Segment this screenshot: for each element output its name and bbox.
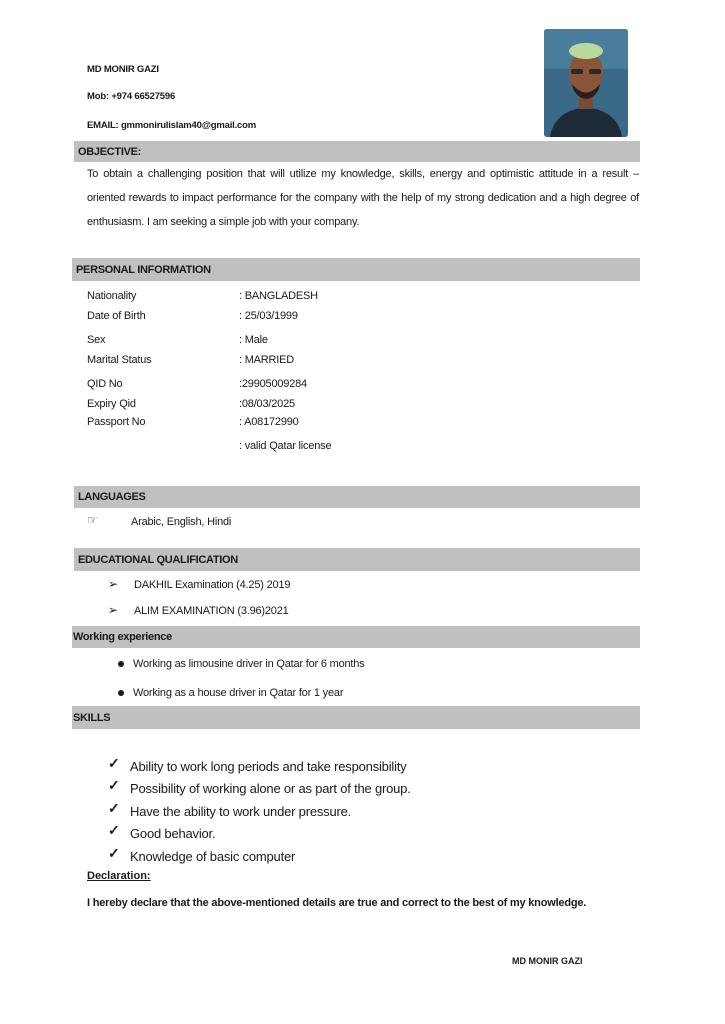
email-address: EMAIL: gmmonirulislam40@gmail.com xyxy=(87,120,256,131)
personal-info-heading: PERSONAL INFORMATION xyxy=(72,258,640,281)
declaration-text: I hereby declare that the above-mentioned details are true and correct to the best of my knowledge. xyxy=(87,897,587,909)
info-label: Passport No xyxy=(87,416,146,428)
arrow-bullet-icon: ➢ xyxy=(108,603,119,617)
checkmark-icon: ✓ xyxy=(108,755,120,771)
info-value: :08/03/2025 xyxy=(239,398,295,410)
skill-item: Knowledge of basic computer xyxy=(130,849,296,864)
info-value: : valid Qatar license xyxy=(239,440,332,452)
info-row-passport-no xyxy=(87,416,299,428)
bullet-icon xyxy=(118,661,124,667)
info-value: : MARRIED xyxy=(239,354,295,366)
info-label xyxy=(87,440,239,452)
checkmark-icon: ✓ xyxy=(108,800,120,816)
info-label: Date of Birth xyxy=(87,310,146,322)
skill-item: Possibility of working alone or as part of the group. xyxy=(130,781,411,796)
info-row-date-of-birth xyxy=(87,310,298,322)
info-value: : Male xyxy=(239,334,268,346)
education-item: ALIM EXAMINATION (3.96)2021 xyxy=(134,605,289,617)
experience-item: Working as limousine driver in Qatar for 6 months xyxy=(133,658,365,670)
info-label: QID No xyxy=(87,378,123,390)
declaration-heading: Declaration: xyxy=(87,870,151,882)
bullet-icon xyxy=(118,690,124,696)
info-value: :29905009284 xyxy=(239,378,307,390)
checkmark-icon: ✓ xyxy=(108,822,120,838)
info-row-marital-status xyxy=(87,354,294,366)
profile-photo xyxy=(544,29,628,137)
experience-heading: Working experience xyxy=(72,626,640,648)
skill-item: Have the ability to work under pressure. xyxy=(130,804,352,819)
info-label: Expiry Qid xyxy=(87,398,136,410)
info-row-nationality xyxy=(87,290,318,302)
info-row-sex xyxy=(87,334,268,346)
info-value: : BANGLADESH xyxy=(239,290,318,302)
info-row-qid-no xyxy=(87,378,307,390)
person-photo-icon xyxy=(544,29,628,137)
checkmark-icon: ✓ xyxy=(108,845,120,861)
skill-item: Good behavior. xyxy=(130,826,216,841)
info-label: Marital Status xyxy=(87,354,152,366)
info-row-license xyxy=(87,440,331,452)
info-label: Sex xyxy=(87,334,106,346)
objective-text: To obtain a challenging position that will utilize my knowledge, skills, energy and optimistic attitude in a result – oriented rewards to impact performance for the company with the help of my strong dedication and a high degree of enthusiasm. I am seeking a simple job with your company. xyxy=(87,168,639,228)
skills-heading: SKILLS xyxy=(72,706,640,729)
arrow-bullet-icon: ➢ xyxy=(108,577,119,591)
info-label: Nationality xyxy=(87,290,137,302)
skill-item: Ability to work long periods and take responsibility xyxy=(130,759,407,774)
experience-item: Working as a house driver in Qatar for 1 year xyxy=(133,687,344,699)
education-heading: EDUCATIONAL QUALIFICATION xyxy=(74,548,640,571)
languages-list: Arabic, English, Hindi xyxy=(131,516,232,528)
signature-name: MD MONIR GAZI xyxy=(512,956,583,966)
candidate-name: MD MONIR GAZI xyxy=(87,64,159,75)
pointing-hand-icon: ☞ xyxy=(87,513,98,527)
objective-heading: OBJECTIVE: xyxy=(74,141,640,162)
info-row-expiry-qid xyxy=(87,398,295,410)
education-item: DAKHIL Examination (4.25) 2019 xyxy=(134,579,291,591)
mobile-number: Mob: +974 66527596 xyxy=(87,91,176,102)
languages-heading: LANGUAGES xyxy=(74,486,640,508)
checkmark-icon: ✓ xyxy=(108,777,120,793)
info-value: : 25/03/1999 xyxy=(239,310,298,322)
info-value: : A08172990 xyxy=(239,416,299,428)
